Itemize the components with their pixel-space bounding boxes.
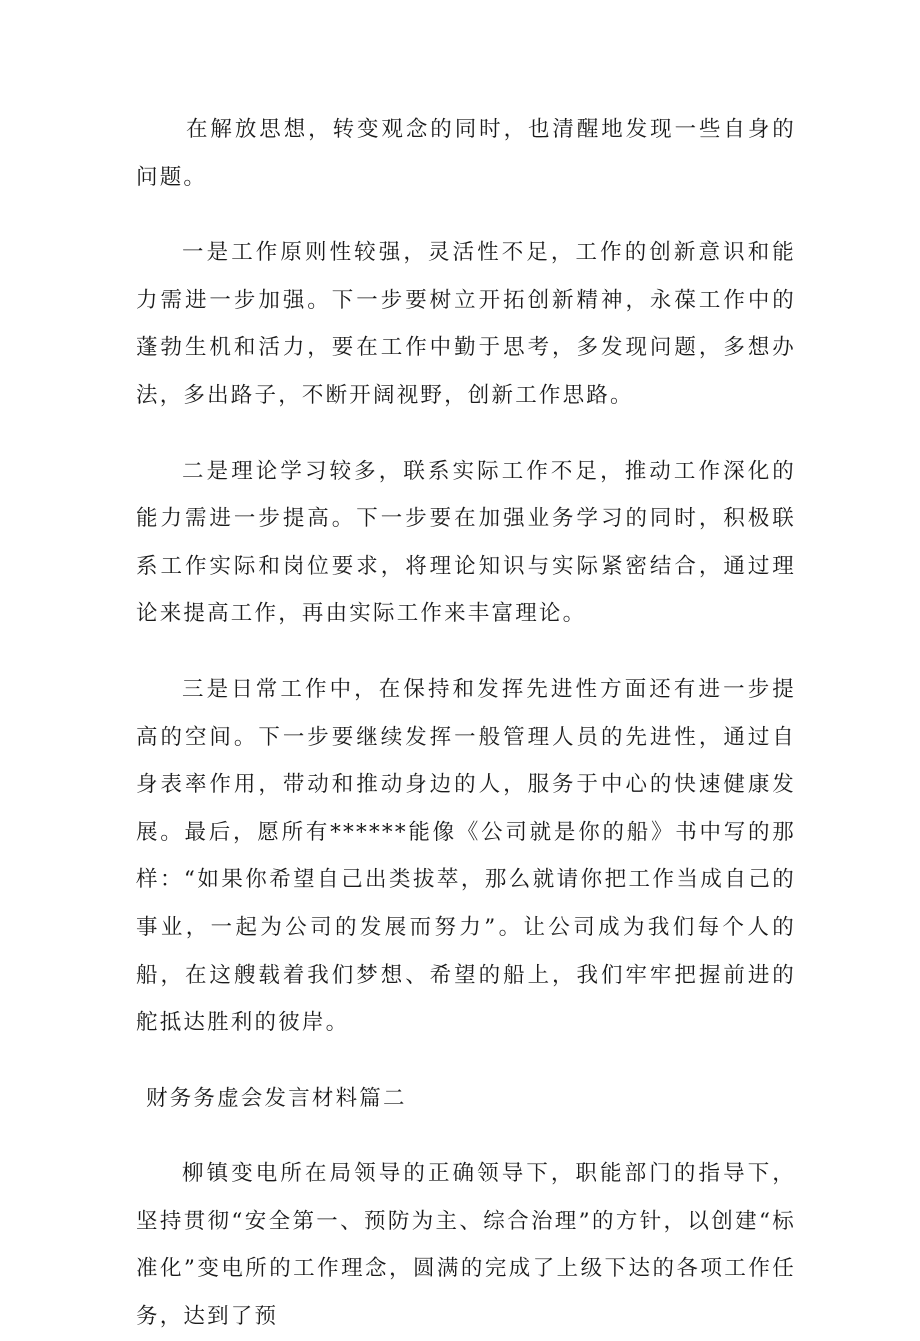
paragraph-gap (136, 1047, 796, 1075)
paragraph-gap (136, 638, 796, 666)
paragraph-gap (136, 1122, 796, 1150)
document-body (136, 106, 796, 1341)
paragraph-point-one: 一是工作原则性较强，灵活性不足，工作的创新意识和能力需进一步加强。下一步要树立开拓创新精神，永葆工作中的蓬勃生机和活力，要在工作中勤于思考，多发现问题，多想办法，多出路子，不断开阔视野，创新工作思路。 (136, 240, 796, 408)
paragraph-point-two: 二是理论学习较多，联系实际工作不足，推动工作深化的能力需进一步提高。下一步要在加强业务学习的同时，积极联系工作实际和岗位要求，将理论知识与实际紧密结合，通过理论来提高工作，再由实际工作来丰富理论。 (136, 458, 796, 627)
paragraph-section-body: 柳镇变电所在局领导的正确领导下，职能部门的指导下，坚持贯彻“安全第一、预防为主、综合治理”的方针，以创建“标准化”变电所的工作理念，圆满的完成了上级下达的各项工作任务，达到了预 (136, 1161, 796, 1330)
section-heading: 财务务虚会发言材料篇二 (146, 1085, 407, 1111)
paragraph-point-three: 三是日常工作中，在保持和发挥先进性方面还有进一步提高的空间。下一步要继续发挥一般管理人员的先进性，通过自身表率作用，带动和推动身边的人，服务于中心的快速健康发展。最后，愿所有******能像《公司就是你的船》书中写的那样：“如果你希望自己出类拔萃，那么就请你把工作当成自己的事业，一起为公司的发展而努力”。让公司成为我们每个人的船，在这艘载着我们梦想、希望的船上，我们牢牢把握前进的舵抵达胜利的彼岸。 (136, 676, 796, 1036)
paragraph-gap (136, 420, 796, 448)
paragraph-gap (136, 201, 796, 229)
paragraph-intro: 在解放思想，转变观念的同时，也清醒地发现一些自身的问题。 (136, 117, 796, 190)
